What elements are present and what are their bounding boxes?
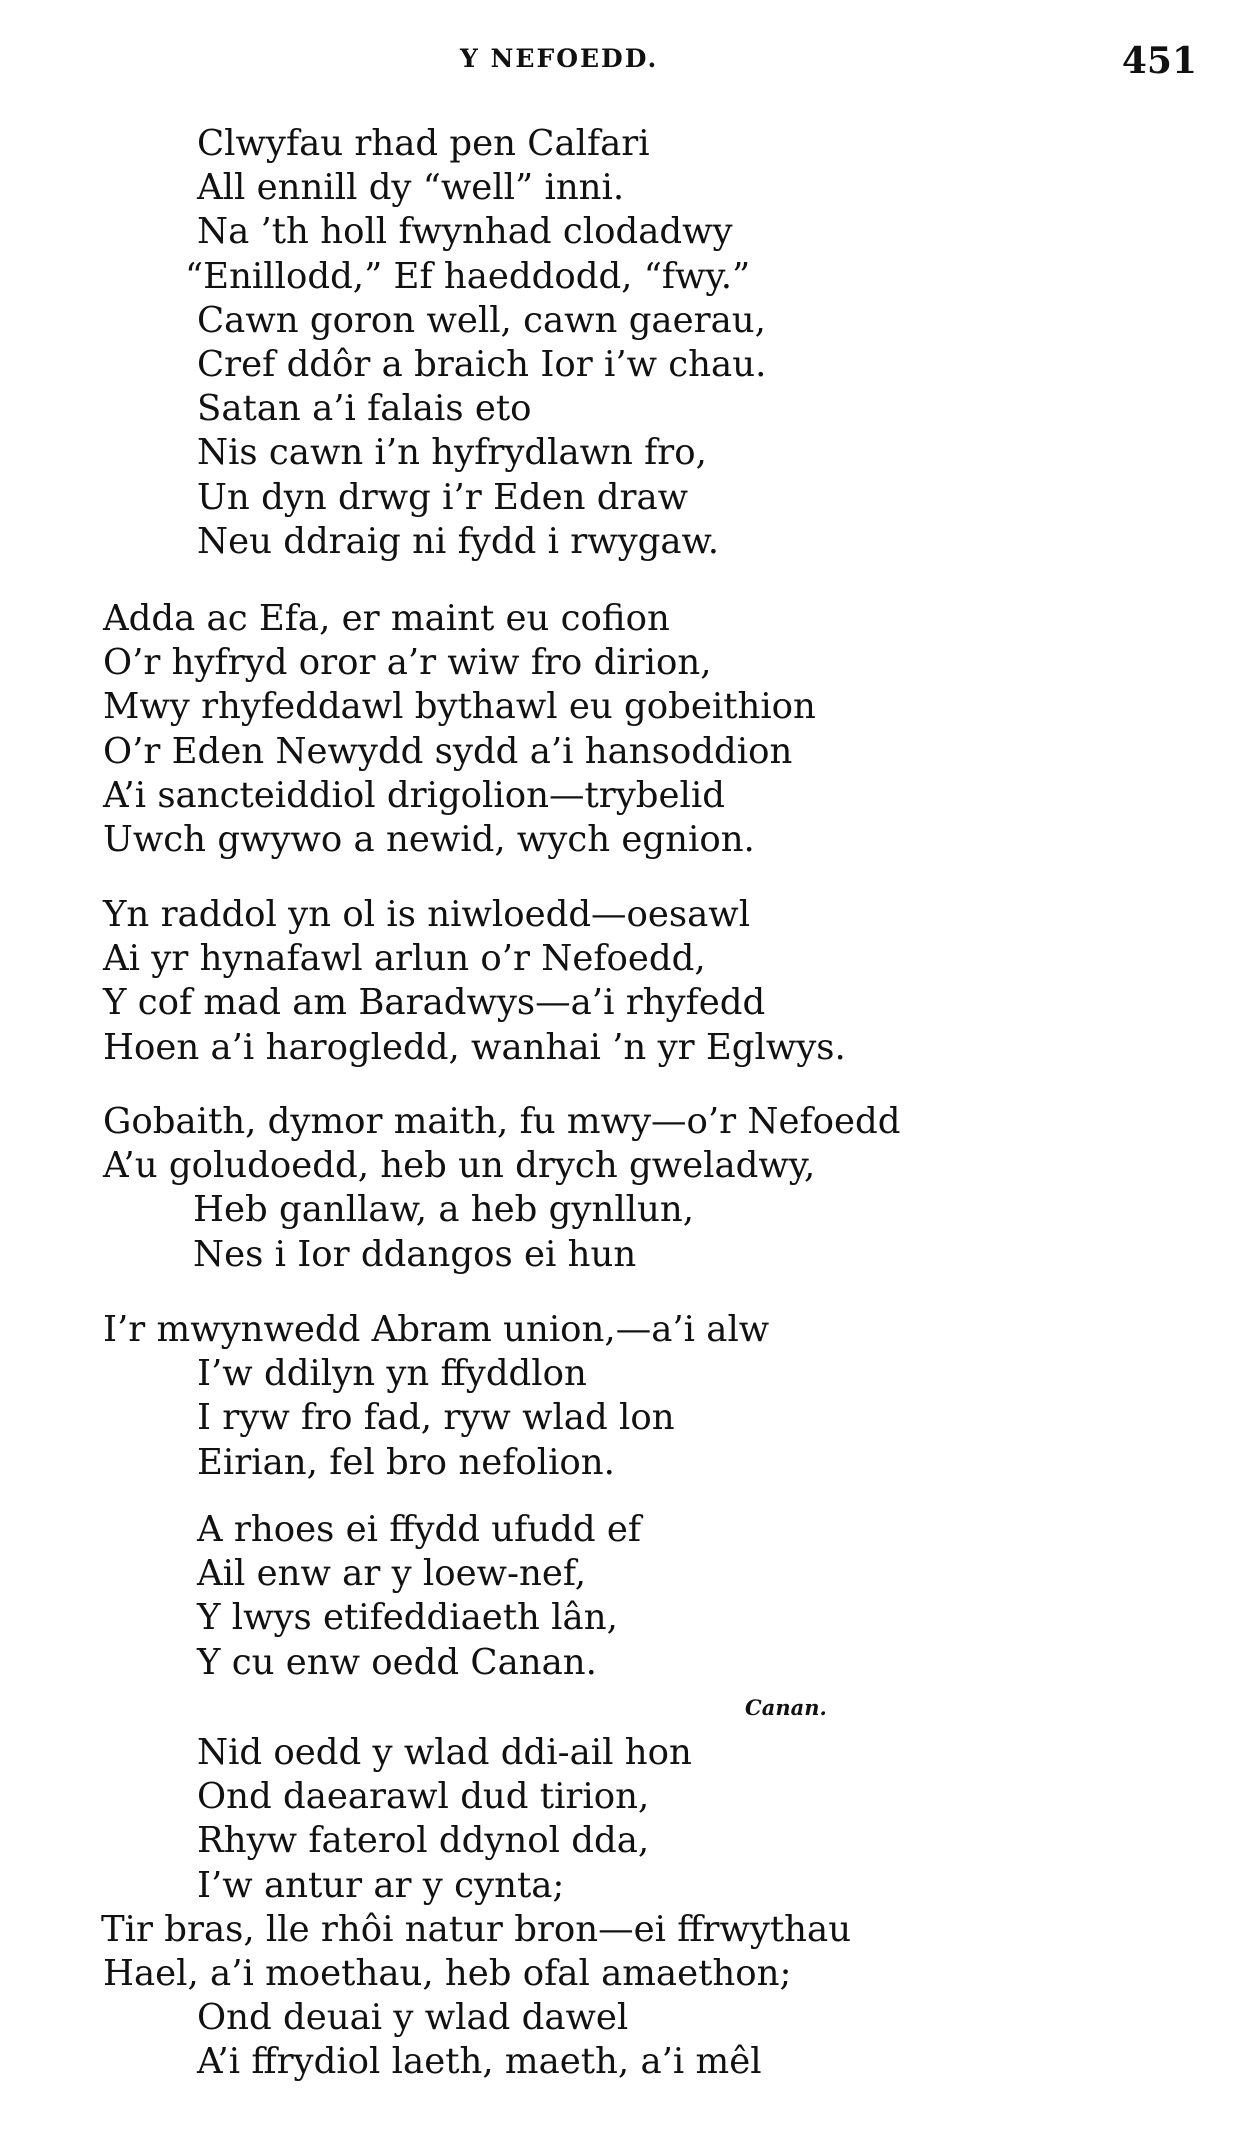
verse-line: Satan a’i falais eto [197, 388, 532, 430]
stanza-6 [0, 1508, 1235, 1685]
verse-line: Y lwys etifeddiaeth lân, [197, 1597, 618, 1639]
verse-line: I’w ddilyn yn ffyddlon [197, 1353, 587, 1395]
verse-line: Gobaith, dymor maith, fu mwy—o’r Nefoedd [103, 1101, 901, 1142]
verse-line: Mwy rhyfeddawl bythawl eu gobeithion [103, 686, 816, 728]
verse-line: O’r hyfryd oror a’r wiw fro dirion, [103, 642, 712, 684]
verse-line: Tir bras, lle rhôi natur bron—ei ffrwythau [101, 1908, 852, 1950]
verse-line: Un dyn drwg i’r Eden draw [197, 476, 689, 518]
verse-line: Yn raddol yn ol is niwloedd—oesawl [103, 894, 751, 935]
verse-line: Cawn goron well, cawn gaerau, [197, 299, 766, 341]
verse-line: Ai yr hynafawl arlun o’r Nefoedd, [103, 938, 706, 980]
verse-line: Y cof mad am Baradwys—a’i rhyfedd [103, 982, 766, 1024]
verse-line: Eirian, fel bro nefolion. [197, 1441, 615, 1483]
verse-line: Uwch gwywo a newid, wych egnion. [103, 818, 755, 860]
stanza-2 [0, 597, 1235, 862]
verse-line: Ond daearawl dud tirion, [197, 1776, 650, 1818]
verse-line: “Enillodd,” Ef haeddodd, “fwy.” [185, 255, 751, 297]
verse-line: Cref ddôr a braich Ior i’w chau. [197, 343, 767, 385]
side-note: Canan. [745, 1695, 827, 1720]
verse-line: I’w antur ar y cynta; [197, 1864, 565, 1906]
verse-line: Neu ddraig ni fydd i rwygaw. [197, 520, 719, 562]
stanza-3 [0, 893, 1235, 1070]
verse-line: Y cu enw oedd Canan. [197, 1641, 597, 1683]
stanza-1 [0, 122, 1235, 564]
running-title: Y NEFOEDD. [460, 44, 659, 73]
verse-line: Heb ganllaw, a heb gynllun, [193, 1189, 695, 1231]
verse-line: Hael, a’i moethau, heb ofal amaethon; [103, 1952, 792, 1994]
verse-line: A’i sancteiddiol drigolion—trybelid [103, 774, 725, 816]
verse-line: Nid oedd y wlad ddi-ail hon [197, 1732, 692, 1773]
verse-line: O’r Eden Newydd sydd a’i hansoddion [103, 730, 793, 772]
verse-line: Ail enw ar y loew-nef, [197, 1553, 587, 1595]
stanza-4 [0, 1100, 1235, 1277]
verse-line: I ryw fro fad, ryw wlad lon [197, 1397, 675, 1439]
verse-line: Rhyw faterol ddynol dda, [197, 1820, 650, 1862]
page-number: 451 [1121, 40, 1197, 82]
verse-line: Clwyfau rhad pen Calfari [197, 123, 650, 164]
verse-line: Hoen a’i harogledd, wanhai ’n yr Eglwys. [103, 1026, 846, 1068]
verse-line: Na ’th holl fwynhad clodadwy [197, 211, 733, 253]
stanza-7 [0, 1731, 1235, 2085]
verse-line: Adda ac Efa, er maint eu cofion [103, 598, 670, 639]
verse-line: Nis cawn i’n hyfrydlawn fro, [197, 432, 707, 474]
verse-line: I’r mwynwedd Abram union,—a’i alw [103, 1309, 770, 1350]
verse-line: A’u goludoedd, heb un drych gweladwy, [103, 1145, 816, 1187]
verse-line: Ond deuai y wlad dawel [197, 1997, 629, 2039]
verse-line: A rhoes ei ffydd ufudd ef [197, 1509, 642, 1550]
verse-line: All ennill dy “well” inni. [197, 167, 625, 209]
verse-line: Nes i Ior ddangos ei hun [193, 1233, 637, 1275]
stanza-5 [0, 1308, 1235, 1485]
verse-line: A’i ffrydiol laeth, maeth, a’i mêl [197, 2041, 762, 2083]
